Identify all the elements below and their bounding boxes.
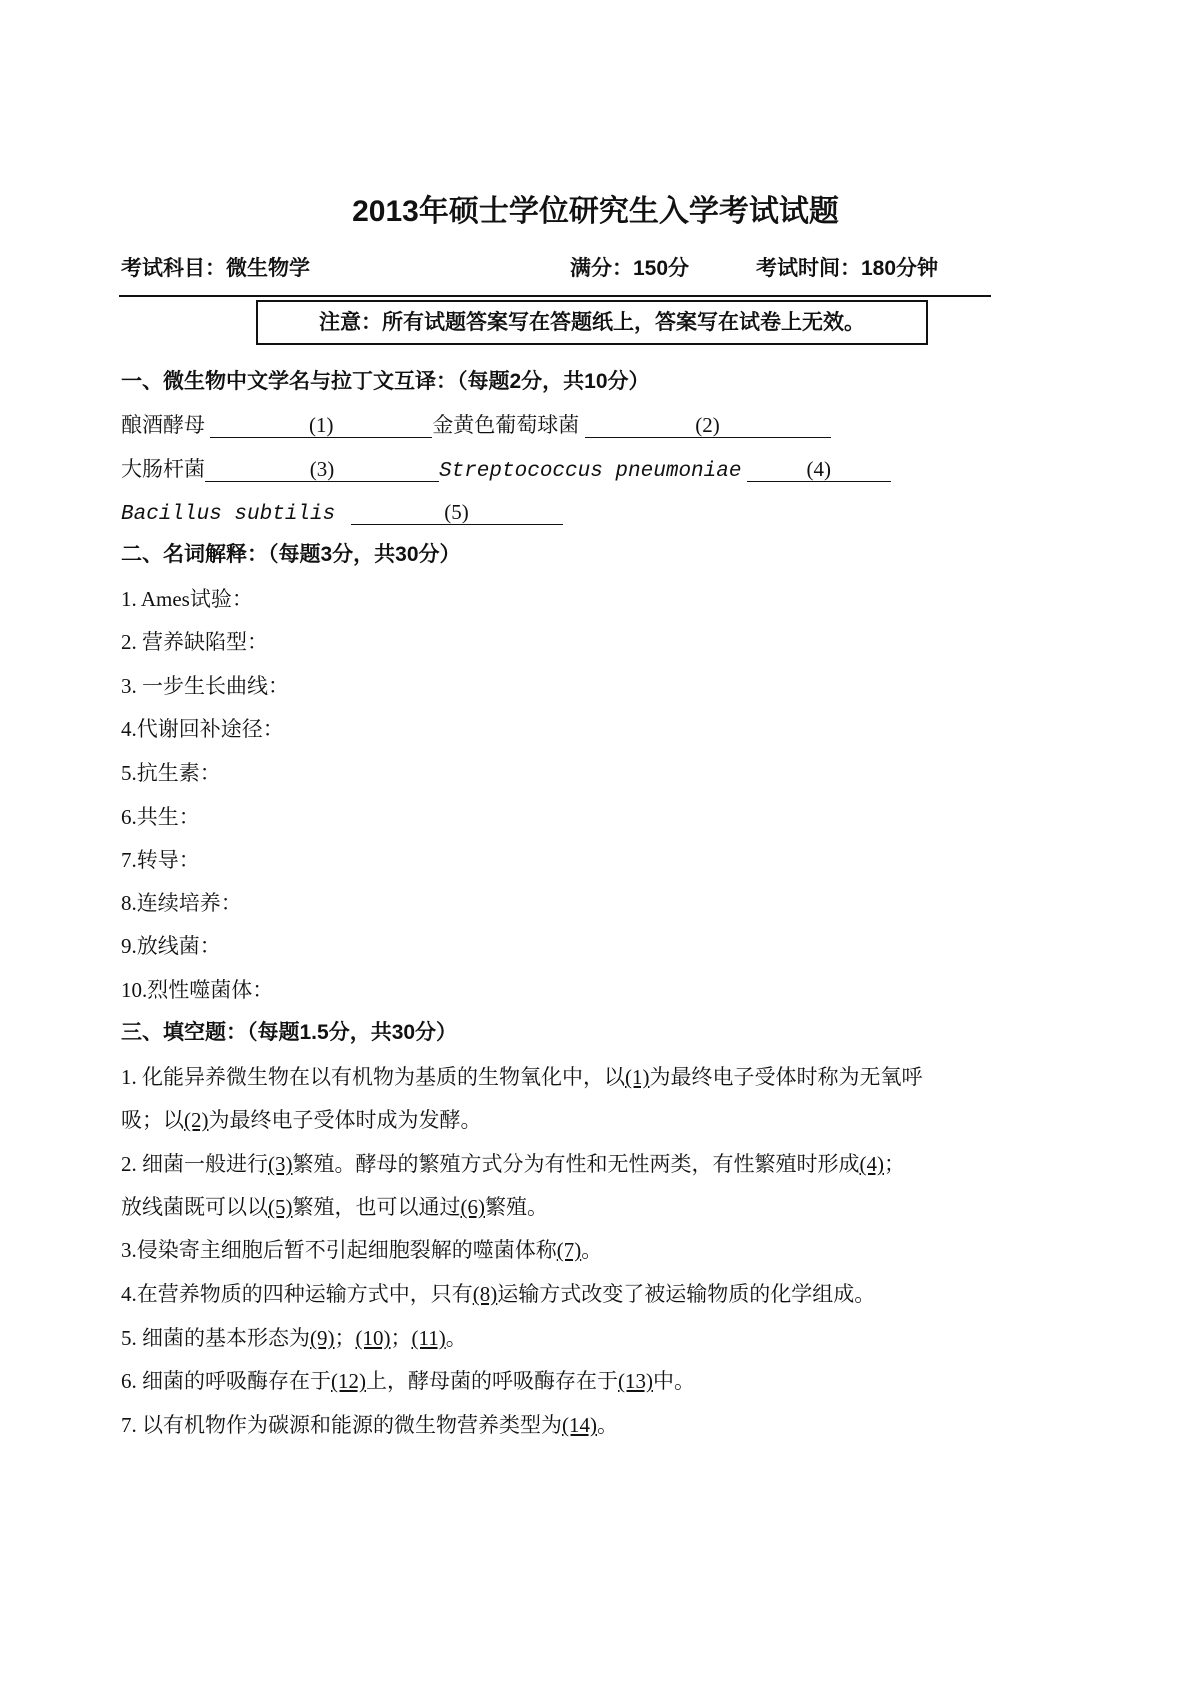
question-text: 1. 化能异养微生物在以有机物为基质的生物氧化中，以 bbox=[121, 1065, 625, 1089]
answer-blank: (13) bbox=[618, 1369, 653, 1393]
question-text: 繁殖。 bbox=[485, 1195, 548, 1219]
term-item: 7.转导： bbox=[121, 848, 200, 872]
answer-blank: (4) bbox=[859, 1152, 884, 1176]
question-text: 4.在营养物质的四种运输方式中，只有 bbox=[121, 1282, 473, 1306]
question-text: 。 bbox=[445, 1326, 467, 1350]
answer-blank: (5) bbox=[268, 1195, 293, 1219]
fill-in-line bbox=[121, 1324, 467, 1352]
question-text: ； bbox=[334, 1326, 356, 1350]
exam-time: 考试时间：180分钟 bbox=[756, 257, 939, 280]
fill-in-line bbox=[121, 1236, 602, 1264]
exam-title: 2013年硕士学位研究生入学考试试题 bbox=[352, 195, 839, 228]
term-item: 3. 一步生长曲线： bbox=[121, 674, 289, 698]
term-item: 5.抗生素： bbox=[121, 761, 221, 785]
section1-line bbox=[121, 411, 831, 439]
fill-in-line bbox=[121, 1367, 695, 1395]
question-text: 2. 细菌一般进行 bbox=[121, 1152, 268, 1176]
question-text: ； bbox=[884, 1152, 905, 1176]
section1-heading: 一、微生物中文学名与拉丁文互译：（每题2分，共10分） bbox=[121, 370, 650, 393]
question-text: 上，酵母菌的呼吸酶存在于 bbox=[366, 1369, 618, 1393]
term: 金黄色葡萄球菌 bbox=[432, 413, 580, 437]
question-text: 繁殖，也可以通过 bbox=[292, 1195, 461, 1219]
fill-in-line bbox=[121, 1193, 548, 1221]
question-text: 3.侵染寄主细胞后暂不引起细胞裂解的噬菌体称 bbox=[121, 1238, 557, 1262]
term: 大肠杆菌 bbox=[121, 457, 205, 481]
answer-blank: (2) bbox=[585, 413, 831, 438]
answer-blank: (12) bbox=[331, 1369, 366, 1393]
question-text: 6. 细菌的呼吸酶存在于 bbox=[121, 1369, 331, 1393]
question-text: 。 bbox=[597, 1413, 618, 1437]
term-item: 1. Ames试验： bbox=[121, 587, 253, 611]
term-item: 10.烈性噬菌体： bbox=[121, 978, 274, 1002]
answer-blank: (2) bbox=[184, 1108, 209, 1132]
section1-line bbox=[121, 498, 563, 529]
answer-blank: (8) bbox=[472, 1282, 498, 1306]
answer-blank: (6) bbox=[460, 1195, 485, 1219]
term-item: 6.共生： bbox=[121, 805, 200, 829]
question-text: 中。 bbox=[653, 1369, 695, 1393]
fill-in-line bbox=[121, 1106, 482, 1134]
question-text: 运输方式改变了被运输物质的化学组成。 bbox=[497, 1282, 876, 1306]
fill-in-line bbox=[121, 1150, 905, 1178]
answer-blank: (14) bbox=[562, 1413, 597, 1437]
fill-in-line bbox=[121, 1063, 923, 1091]
section1-line bbox=[121, 455, 891, 486]
exam-full-score: 满分：150分 bbox=[570, 257, 690, 280]
question-text: 放线菌既可以以 bbox=[121, 1195, 268, 1219]
notice-box: 注意：所有试题答案写在答题纸上，答案写在试卷上无效。 bbox=[256, 300, 928, 345]
answer-blank: (3) bbox=[205, 457, 439, 482]
answer-blank: (7) bbox=[556, 1238, 582, 1262]
exam-subject: 考试科目：微生物学 bbox=[121, 257, 310, 280]
answer-blank: (1) bbox=[625, 1065, 650, 1089]
section2-heading: 二、名词解释：（每题3分，共30分） bbox=[121, 543, 461, 566]
answer-blank: (10) bbox=[355, 1326, 391, 1350]
answer-blank: (3) bbox=[268, 1152, 293, 1176]
section3-heading: 三、填空题：（每题1.5分，共30分） bbox=[121, 1021, 458, 1044]
term-item: 4.代谢回补途径： bbox=[121, 717, 284, 741]
fill-in-line bbox=[121, 1411, 618, 1439]
answer-blank: (1) bbox=[210, 413, 432, 438]
question-text: 为最终电子受体时称为无氧呼 bbox=[649, 1065, 923, 1089]
question-text: 7. 以有机物作为碳源和能源的微生物营养类型为 bbox=[121, 1413, 562, 1437]
term: Streptococcus pneumoniae bbox=[439, 460, 742, 483]
question-text: 为最终电子受体时成为发酵。 bbox=[208, 1108, 482, 1132]
answer-blank: (11) bbox=[411, 1326, 446, 1350]
fill-in-line bbox=[121, 1280, 875, 1308]
answer-blank: (5) bbox=[351, 500, 563, 525]
term-item: 8.连续培养： bbox=[121, 891, 242, 915]
term-item: 2. 营养缺陷型： bbox=[121, 630, 268, 654]
answer-blank: (9) bbox=[310, 1326, 335, 1350]
question-text: ； bbox=[390, 1326, 412, 1350]
answer-blank: (4) bbox=[747, 457, 891, 482]
term: Bacillus subtilis bbox=[121, 503, 336, 526]
question-text: 吸；以 bbox=[121, 1108, 184, 1132]
question-text: 繁殖。酵母的繁殖方式分为有性和无性两类，有性繁殖时形成 bbox=[292, 1152, 860, 1176]
header-divider bbox=[119, 295, 991, 297]
term-item: 9.放线菌： bbox=[121, 934, 221, 958]
question-text: 5. 细菌的基本形态为 bbox=[121, 1326, 310, 1350]
question-text: 。 bbox=[581, 1238, 603, 1262]
term: 酿酒酵母 bbox=[121, 413, 205, 437]
